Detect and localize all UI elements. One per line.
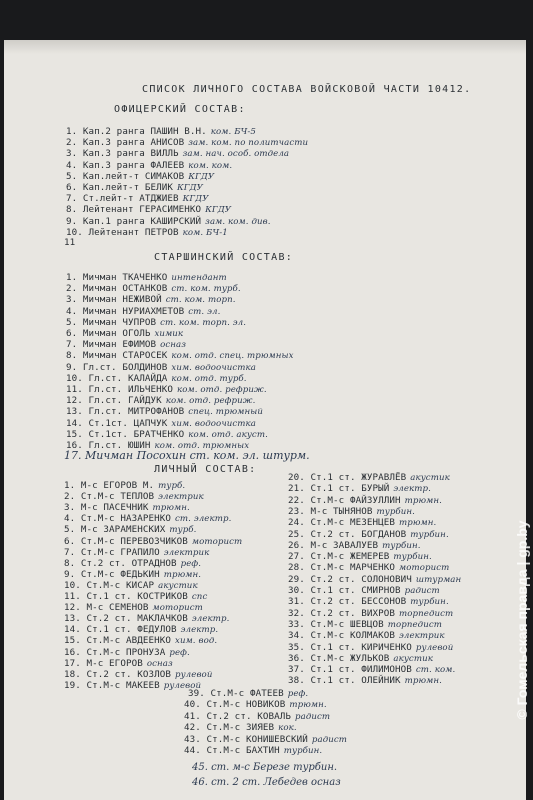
list-item <box>66 160 232 172</box>
handwritten-note: торпедист <box>387 619 443 630</box>
list-item <box>288 562 449 574</box>
list-item <box>66 339 186 351</box>
entry-text: 2. Мичман ОСТАНКОВ <box>66 283 168 295</box>
entry-text: 1. М-с ЕГОРОВ М. <box>64 480 155 491</box>
entry-text: 19. Ст.М-с МАКЕЕВ <box>64 679 160 691</box>
entry-text: 8. Ст.2 ст. ОТРАДНОВ <box>64 557 177 569</box>
handwritten-note: радист <box>311 734 348 745</box>
entry-text: 8. Лейтенант ГЕРАСИМЕНКО <box>66 204 202 216</box>
entry-text: 28. Ст.М-с МАРЧЕНКО <box>288 562 395 574</box>
handwritten-note: рулевой <box>415 642 454 653</box>
list-item <box>288 506 415 518</box>
entry-text: 21. Ст.1 ст. БУРЫЙ <box>288 483 390 495</box>
list-item <box>66 395 255 407</box>
entry-text: 43. Ст.М-с КОНИШЕВСКИЙ <box>184 733 308 745</box>
starshiny-heading: СТАРШИНСКИЙ СОСТАВ: <box>154 252 294 263</box>
entry-text: 30. Ст.1 ст. СМИРНОВ <box>288 585 401 596</box>
entry-text: 13. Гл.ст. МИТРОФАНОВ <box>66 406 185 418</box>
entry-text: 2. Кап.3 ранга АНИСОВ <box>66 137 185 149</box>
handwritten-note: зам. нач. особ. отдела <box>182 149 290 160</box>
list-item <box>288 630 445 642</box>
entry-text: 7. Ст.лейт-т АТДЖИЕВ <box>66 193 179 205</box>
starshiny-handwritten-entry: 17. Мичман Посохин ст. ком. эл. штурм. <box>64 449 310 462</box>
document-page <box>4 40 526 800</box>
list-item <box>66 362 256 374</box>
list-item <box>66 182 203 194</box>
entry-text: 14. Ст.1 ст. ФЕДУЛОВ <box>64 624 177 636</box>
list-item <box>66 126 256 138</box>
list-item <box>66 317 246 329</box>
entry-text: 29. Ст.2 ст. СОЛОНОВИЧ <box>288 573 412 585</box>
handwritten-note: электр. <box>191 614 230 625</box>
list-item <box>66 306 220 318</box>
entry-text: 3. Мичман НЕЖИВОЙ <box>66 294 162 306</box>
entry-text: 7. Ст.М-с ГРАПИЛО <box>64 546 160 558</box>
list-item <box>64 680 201 692</box>
handwritten-note: реф. <box>180 558 202 569</box>
handwritten-note: турбин. <box>283 746 323 756</box>
entry-text: 11. Ст.1 ст. КОСТРИКОВ <box>64 591 188 602</box>
handwritten-note: спец. трюмный <box>188 407 263 418</box>
entry-text: 2. Ст.М-с ТЕПЛОВ <box>64 491 155 503</box>
handwritten-note: зам. ком. див. <box>205 216 271 227</box>
entry-text: 7. Мичман ЕФИМОВ <box>66 339 157 351</box>
entry-text: 10. Ст.М-с КИСАР <box>64 579 155 591</box>
handwritten-note: трюмн. <box>289 700 327 711</box>
list-item <box>288 574 461 586</box>
handwritten-note: реф. <box>287 689 309 699</box>
entry-text: 18. Ст.2 ст. КОЗЛОВ <box>64 668 171 680</box>
entry-text: 24. Ст.М-с МЕЗЕНЦЕВ <box>288 517 395 529</box>
handwritten-note: моторист <box>152 603 203 614</box>
entry-text: 6. Мичман ОГОЛЬ <box>66 328 151 339</box>
entry-text: 15. Ст.1ст. БРАТЧЕНКО <box>66 428 185 440</box>
list-item <box>288 529 449 541</box>
handwritten-entry: 46. ст. 2 ст. Лебедев осназ <box>192 777 341 788</box>
handwritten-note: трюмн. <box>404 676 442 687</box>
entry-text: 33. Ст.М-с ШЕВЦОВ <box>288 618 384 630</box>
entry-text: 42. Ст.М-с ЗИЯЕВ <box>184 722 275 734</box>
handwritten-note: трюмн. <box>399 518 437 529</box>
list-item <box>288 608 453 620</box>
list-item <box>188 688 308 700</box>
entry-text: 34. Ст.М-с КОЛМАКОВ <box>288 630 395 642</box>
handwritten-note: ком. отд. акуст. <box>188 429 268 440</box>
entry-text: 9. Кап.1 ранга КАШИРСКИЙ <box>66 215 202 227</box>
list-item <box>288 540 421 552</box>
handwritten-note: ком. ком. <box>188 160 233 171</box>
document-title: СПИСОК ЛИЧНОГО СОСТАВА ВОЙСКОВОЙ ЧАСТИ 10412. <box>142 84 472 95</box>
entry-text: 36. Ст.М-с ЖУЛЬКОВ <box>288 652 390 664</box>
handwritten-note: осназ <box>146 658 173 669</box>
list-item <box>184 722 297 734</box>
handwritten-note: штурман <box>415 574 462 585</box>
entry-text: 16. Ст.М-с ПРОНУЗА <box>64 646 166 658</box>
list-item <box>288 495 442 507</box>
list-item <box>288 585 440 597</box>
entry-text: 17. М-с ЕГОРОВ <box>64 657 143 669</box>
entry-text: 10. Лейтенант ПЕТРОВ <box>66 226 179 238</box>
handwritten-note: электр. <box>393 484 431 495</box>
handwritten-note: турбин. <box>393 552 432 563</box>
handwritten-note: осназ <box>160 340 187 351</box>
entry-text: 22. Ст.М-с ФАЙЗУЛЛИН <box>288 494 401 506</box>
list-item <box>66 350 294 362</box>
handwritten-note: акустик <box>158 580 198 591</box>
handwritten-note: реф. <box>169 647 190 658</box>
entry-text: 37. Ст.1 ст. ФИЛИМОНОВ <box>288 664 412 676</box>
list-item <box>288 675 442 687</box>
entry-text: 25. Ст.2 ст. БОГДАНОВ <box>288 528 407 540</box>
entry-text: 40. Ст.М-с НОВИКОВ <box>184 699 286 711</box>
handwritten-note: кок. <box>278 723 297 734</box>
handwritten-note: ком. отд. рефриж. <box>177 385 267 395</box>
handwritten-note: турб. <box>158 481 186 491</box>
list-item <box>66 406 263 418</box>
entry-text: 23. М-с ТЫНЯНОВ <box>288 505 373 517</box>
handwritten-note: турбин. <box>410 529 449 540</box>
list-item <box>66 373 247 385</box>
list-item <box>288 483 431 495</box>
handwritten-note: ст. электр. <box>175 514 232 525</box>
handwritten-note: ком. БЧ-5 <box>210 127 256 137</box>
list-item <box>66 171 214 183</box>
entry-text: 44. Ст.М-с БАХТИН <box>184 745 280 756</box>
handwritten-note: моторист <box>191 536 243 547</box>
handwritten-note: турб. <box>169 525 197 536</box>
handwritten-note: электрик <box>399 631 445 642</box>
list-item <box>288 642 453 654</box>
list-item <box>288 653 433 665</box>
officers-heading: ОФИЦЕРСКИЙ СОСТАВ: <box>114 104 246 115</box>
handwritten-note: ком. отд. турб. <box>171 373 247 384</box>
handwritten-note: ст. эл. <box>188 306 221 317</box>
handwritten-note: ком. отд. спец. трюмных <box>171 351 294 362</box>
handwritten-note: электр. <box>180 625 219 636</box>
entry-text: 5. М-с ЗАРАМЕНСКИХ <box>64 524 166 536</box>
entry-text: 6. Кап.лейт-т БЕЛИК <box>66 182 173 193</box>
handwritten-note: радист <box>404 586 440 596</box>
entry-text: 38. Ст.1 ст. ОЛЕЙНИК <box>288 675 401 687</box>
entry-text: 9. Гл.ст. БОЛДИНОВ <box>66 361 168 373</box>
lichny-heading: ЛИЧНЫЙ СОСТАВ: <box>154 464 257 475</box>
handwritten-note: радист <box>295 711 331 722</box>
entry-text: 5. Кап.лейт-т СИМАКОВ <box>66 170 185 182</box>
entry-text: 12. Гл.ст. ГАЙДУК <box>66 395 162 407</box>
handwritten-note: рулевой <box>163 680 202 691</box>
handwritten-note: ст. ком. торп. <box>165 295 236 306</box>
handwritten-note: КГДУ <box>182 194 209 205</box>
entry-text: 31. Ст.2 ст. БЕССОНОВ <box>288 596 407 608</box>
list-item <box>66 227 228 239</box>
handwritten-note: акустик <box>393 653 433 664</box>
entry-text: 11. Гл.ст. ИЛЬЧЕНКО <box>66 384 173 395</box>
handwritten-note: электрик <box>158 492 204 503</box>
list-item <box>66 193 209 205</box>
list-item <box>288 551 432 563</box>
handwritten-note: ст. ком. <box>415 665 456 676</box>
list-item <box>288 619 442 631</box>
entry-text: 39. Ст.М-с ФАТЕЕВ <box>188 688 284 699</box>
handwritten-note: акустик <box>410 473 450 483</box>
handwritten-note: хим. водоочистка <box>171 418 257 429</box>
entry-text: 13. Ст.2 ст. МАКЛАЧКОВ <box>64 613 188 625</box>
handwritten-note: ст. ком. турб. <box>171 284 241 295</box>
entry-text: 3. М-с ПАСЕЧНИК <box>64 502 149 514</box>
handwritten-note: КГДУ <box>188 171 215 182</box>
list-item <box>66 328 183 340</box>
list-item <box>66 137 308 149</box>
entry-text: 41. Ст.2 ст. КОВАЛЬ <box>184 710 291 722</box>
handwritten-note: КГДУ <box>205 205 232 216</box>
handwritten-note: трюмн. <box>404 495 442 506</box>
handwritten-note: моторист <box>399 563 450 574</box>
handwritten-note: электрик <box>163 547 210 558</box>
entry-text: 4. Мичман НУРИАХМЕТОВ <box>66 305 185 317</box>
watermark: © Гомельская правда | gp.by <box>514 520 530 720</box>
list-item <box>66 272 227 284</box>
handwritten-note: трюмн. <box>163 569 202 580</box>
entry-text: 12. М-с СЕМЕНОВ <box>64 602 149 614</box>
list-item <box>66 204 231 216</box>
officers-extra-number: 11 <box>64 237 76 248</box>
list-item <box>66 148 289 160</box>
entry-text: 6. Ст.М-с ПЕРЕВОЗЧИКОВ <box>64 535 188 547</box>
list-item <box>184 734 347 746</box>
handwritten-note: рулевой <box>175 669 213 680</box>
handwritten-note: трюмн. <box>152 503 190 514</box>
list-item <box>184 711 330 723</box>
entry-text: 3. Кап.3 ранга ВИЛЛЬ <box>66 148 179 160</box>
entry-text: 35. Ст.1 ст. КИРИЧЕНКО <box>288 641 412 653</box>
handwritten-entry: 45. ст. м-с Березе турбин. <box>192 762 338 773</box>
handwritten-note: хим. водоочистка <box>171 362 257 373</box>
entry-text: 16. Гл.ст. ЮШИН <box>66 440 151 451</box>
handwritten-note: ком. отд. трюмных <box>154 441 250 451</box>
list-item <box>184 745 322 757</box>
handwritten-note: хим. вод. <box>175 636 218 647</box>
list-item <box>288 596 449 608</box>
handwritten-note: спс <box>191 592 208 602</box>
handwritten-note: торпедист <box>399 608 454 619</box>
entry-text: 4. Кап.3 ранга ФАЛЕЕВ <box>66 159 185 171</box>
entry-text: 1. Мичман ТКАЧЕНКО <box>66 272 168 283</box>
entry-text: 15. Ст.М-с АВДЕЕНКО <box>64 635 171 647</box>
list-item <box>66 418 256 430</box>
handwritten-note: ст. ком. торп. эл. <box>160 317 247 328</box>
list-item <box>66 294 236 306</box>
list-item <box>184 699 327 711</box>
entry-text: 5. Мичман ЧУПРОВ <box>66 316 157 328</box>
handwritten-note: ком. отд. рефриж. <box>165 396 256 407</box>
list-item <box>66 216 271 228</box>
entry-text: 1. Кап.2 ранга ПАШИН В.Н. <box>66 126 207 137</box>
entry-text: 10. Гл.ст. КАЛАЙДА <box>66 372 168 384</box>
entry-text: 9. Ст.М-с ФЕДЬКИН <box>64 568 160 580</box>
handwritten-note: зам. ком. по политчасти <box>188 138 309 149</box>
list-item <box>66 429 268 441</box>
handwritten-note: турбин. <box>410 597 449 608</box>
entry-text: 27. Ст.М-с ЖЕМЕРЕВ <box>288 551 390 563</box>
list-item <box>288 517 436 529</box>
entry-text: 8. Мичман СТАРОСЕК <box>66 350 168 362</box>
entry-text: 20. Ст.1 ст. ЖУРАВЛЁВ <box>288 472 407 483</box>
entry-text: 32. Ст.2 ст. ВИХРОВ <box>288 607 395 619</box>
entry-text: 4. Ст.М-с НАЗАРЕНКО <box>64 513 171 525</box>
handwritten-note: КГДУ <box>177 183 203 193</box>
handwritten-note: интендант <box>171 273 227 283</box>
entry-text: 26. М-с ЗАВАЛУЕВ <box>288 539 379 551</box>
handwritten-note: турбин. <box>382 540 421 551</box>
entry-text: 14. Ст.1ст. ЦАПЧУК <box>66 417 168 429</box>
handwritten-note: ком. БЧ-1 <box>182 227 228 238</box>
handwritten-note: химик <box>154 329 184 339</box>
handwritten-note: турбин. <box>376 506 415 517</box>
